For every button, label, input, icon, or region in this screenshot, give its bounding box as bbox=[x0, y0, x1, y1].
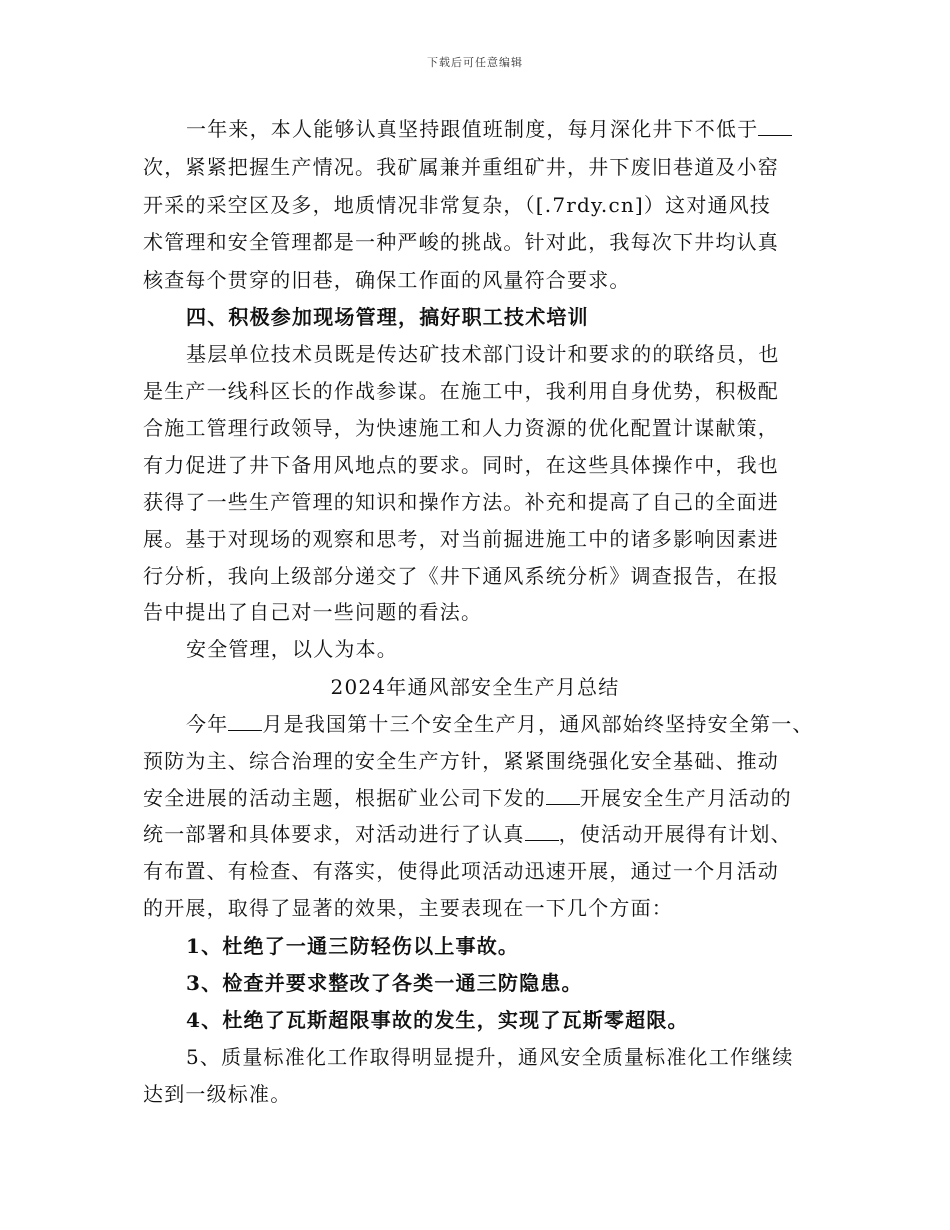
paragraph-line: 次，紧紧把握生产情况。我矿属兼并重组矿井，井下废旧巷道及小窑 bbox=[143, 155, 779, 179]
paragraph-line: 基层单位技术员既是传达矿技术部门设计和要求的的联络员，也 bbox=[186, 342, 780, 366]
list-item: 4、杜绝了瓦斯超限事故的发生，实现了瓦斯零超限。 bbox=[186, 1008, 689, 1032]
line-text: 月是我国第十三个安全生产月，通风部始终坚持安全第一、 bbox=[262, 712, 814, 736]
document-title: 2024年通风部安全生产月总结 bbox=[330, 675, 620, 699]
list-item: 3、检查并要求整改了各类一通三防隐患。 bbox=[186, 971, 583, 995]
section-heading: 四、积极参加现场管理，搞好职工技术培训 bbox=[186, 305, 589, 329]
list-item: 5、质量标准化工作取得明显提升，通风安全质量标准化工作继续 bbox=[186, 1045, 794, 1069]
paragraph-line: 告中提出了自己对一些问题的看法。 bbox=[143, 600, 483, 624]
line-text: 今年 bbox=[186, 712, 229, 736]
paragraph-line bbox=[143, 822, 792, 846]
line-text: 安全进展的活动主题，根据矿业公司下发的 bbox=[143, 786, 546, 810]
paragraph-line: 预防为主、综合治理的安全生产方针，紧紧围绕强化安全基础、推动 bbox=[143, 749, 779, 773]
paragraph-line: 核查每个贯穿的旧巷，确保工作面的风量符合要求。 bbox=[143, 268, 631, 292]
paragraph-line: 合施工管理行政领导，为快速施工和人力资源的优化配置计谋献策， bbox=[143, 416, 779, 440]
paragraph-line: 安全管理，以人为本。 bbox=[186, 637, 398, 661]
fill-blank bbox=[228, 712, 262, 731]
line-text: 一年来，本人能够认真坚持跟值班制度，每月深化井下不低于 bbox=[186, 117, 759, 141]
line-text: 开展安全生产月活动的 bbox=[579, 786, 792, 810]
paragraph-line: 的开展，取得了显著的效果，主要表现在一下几个方面： bbox=[143, 896, 673, 920]
paragraph-line: 获得了一些生产管理的知识和操作方法。补充和提高了自己的全面进 bbox=[143, 490, 779, 514]
page-header: 下载后可任意编辑 bbox=[427, 56, 523, 69]
paragraph-line: 是生产一线科区长的作战参谋。在施工中，我利用自身优势，积极配 bbox=[143, 379, 779, 403]
paragraph-line: 达到一级标准。 bbox=[143, 1082, 292, 1106]
paragraph-line: 展。基于对现场的观察和思考，对当前掘进施工中的诸多影响因素进 bbox=[143, 527, 779, 551]
paragraph-line: 术管理和安全管理都是一种严峻的挑战。针对此，我每次下井均认真 bbox=[143, 230, 779, 254]
paragraph-line: 有布置、有检查、有落实，使得此项活动迅速开展，通过一个月活动 bbox=[143, 859, 779, 883]
line-text: 统一部署和具体要求，对活动进行了认真 bbox=[143, 822, 525, 846]
paragraph-line bbox=[186, 117, 792, 141]
list-item: 1、杜绝了一通三防轻伤以上事故。 bbox=[186, 934, 520, 958]
fill-blank bbox=[546, 786, 580, 805]
paragraph-line: 行分析，我向上级部分递交了《井下通风系统分析》调查报告，在报 bbox=[143, 564, 779, 588]
paragraph-line bbox=[143, 786, 792, 810]
line-text: ，使活动开展得有计划、 bbox=[558, 822, 792, 846]
paragraph-line: 开采的采空区及多，地质情况非常复杂，（[.7rdy.cn]）这对通风技 bbox=[143, 193, 772, 217]
fill-blank bbox=[525, 822, 559, 841]
paragraph-line: 有力促进了井下备用风地点的要求。同时，在这些具体操作中，我也 bbox=[143, 453, 779, 477]
fill-blank bbox=[758, 117, 792, 136]
paragraph-line bbox=[186, 712, 814, 736]
